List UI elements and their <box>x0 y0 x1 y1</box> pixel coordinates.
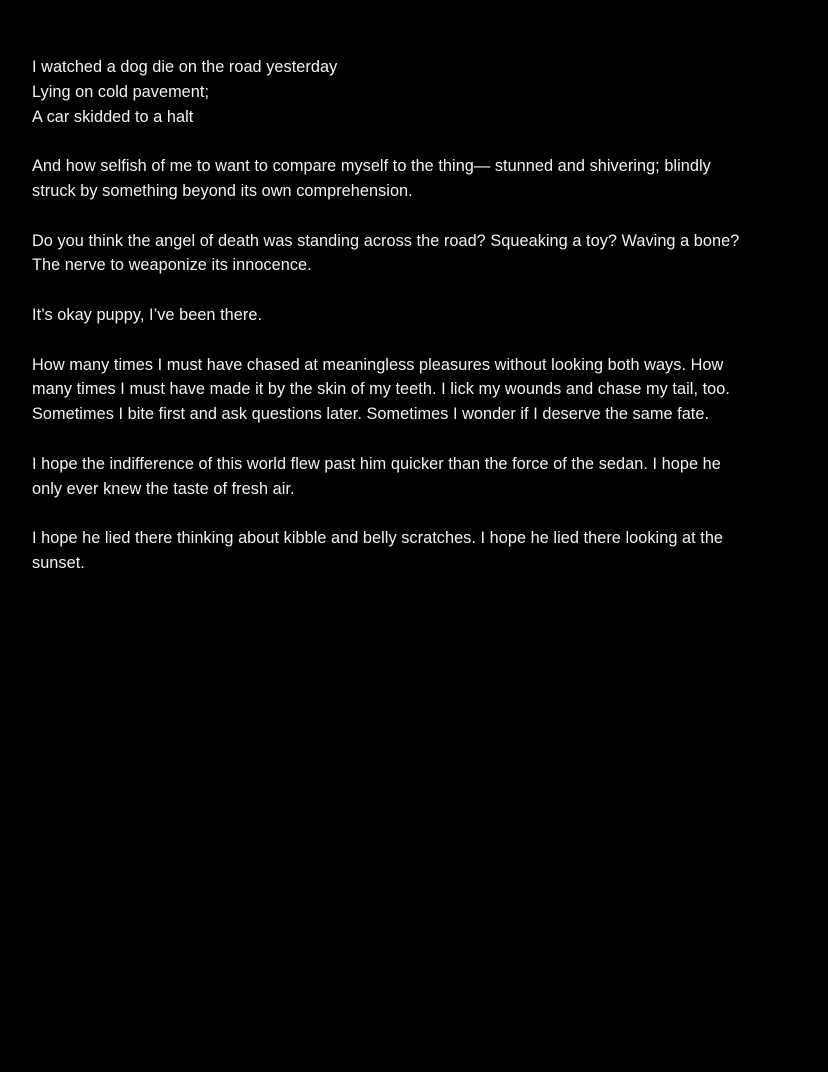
text-line: It’s okay puppy, I’ve been there. <box>32 305 263 324</box>
stanza-7 <box>32 526 802 576</box>
text-line: I watched a dog die on the road yesterday <box>32 58 338 76</box>
text-line: I hope the indifference of this world flew past him quicker than the force of the sedan. I hope he <box>32 454 721 473</box>
stanza-5 <box>32 353 802 427</box>
text-line: struck by something beyond its own comprehension. <box>32 181 413 200</box>
stanza-6 <box>32 452 802 502</box>
text-line: A car skidded to a halt <box>32 107 194 126</box>
stanza-1 <box>32 55 802 129</box>
text-line: only ever knew the taste of fresh air. <box>32 479 295 498</box>
text-line: I hope he lied there thinking about kibble and belly scratches. I hope he lied there looking at the <box>32 529 724 548</box>
text-line: many times I must have made it by the skin of my teeth. I lick my wounds and chase my tail, too. <box>32 380 730 399</box>
text-line: And how selfish of me to want to compare myself to the thing— stunned and shivering; blindly <box>32 157 711 176</box>
note-body[interactable] <box>32 55 802 601</box>
stanza-4 <box>32 303 802 328</box>
text-line: sunset. <box>32 553 85 572</box>
text-line: Sometimes I bite first and ask questions later. Sometimes I wonder if I deserve the same fate. <box>32 405 710 424</box>
stanza-2 <box>32 154 802 204</box>
text-line: Do you think the angel of death was standing across the road? Squeaking a toy? Waving a bone? <box>32 231 740 250</box>
text-line: The nerve to weaponize its innocence. <box>32 256 312 275</box>
text-line: How many times I must have chased at meaningless pleasures without looking both ways. How <box>32 355 724 374</box>
stanza-3 <box>32 229 802 279</box>
text-line: Lying on cold pavement; <box>32 82 210 101</box>
